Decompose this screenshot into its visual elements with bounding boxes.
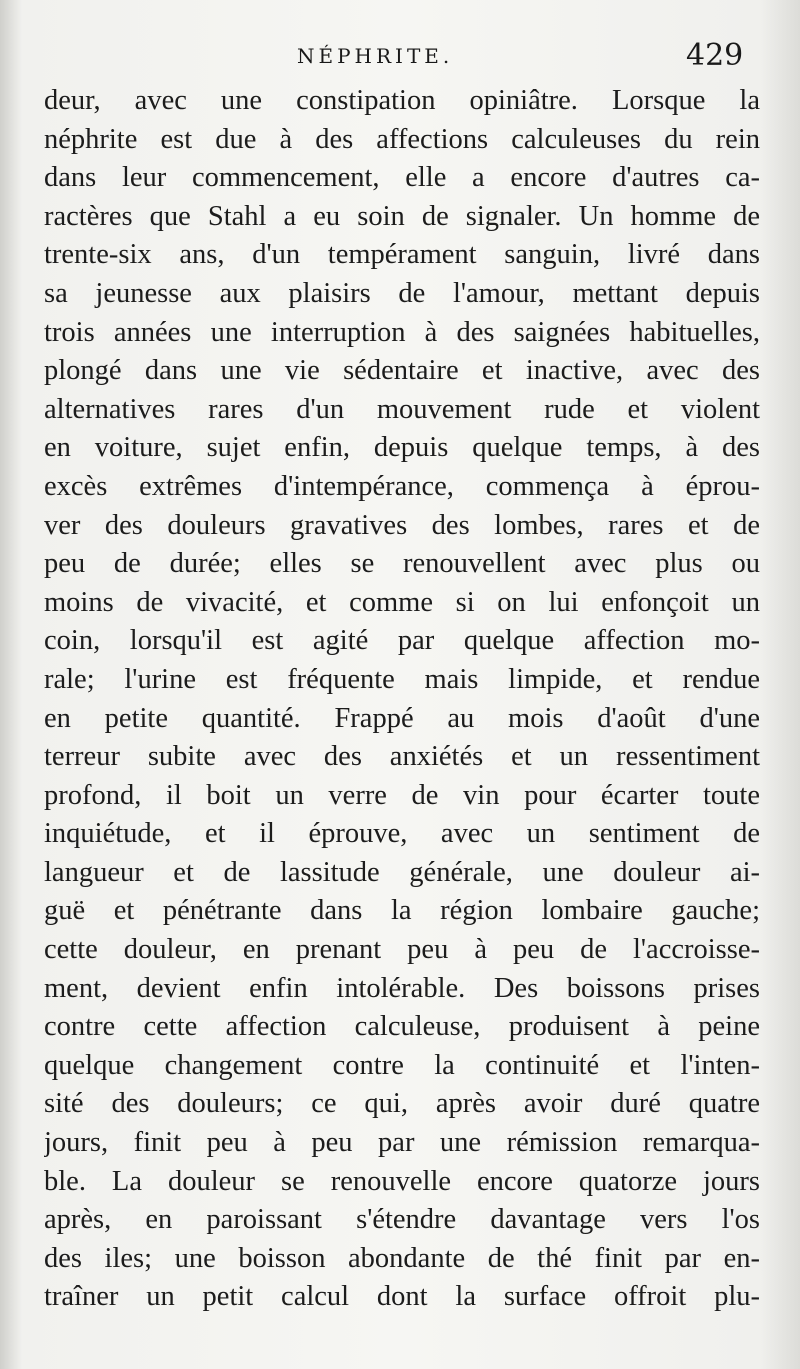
text-line: trois années une interruption à des saignées habituelles, — [44, 316, 760, 348]
page-number: 429 — [686, 38, 744, 73]
text-line: coin, lorsqu'il est agité par quelque affection mo- — [44, 625, 760, 657]
text-line: ver des douleurs gravatives des lombes, rares et de — [44, 509, 760, 541]
text-line: sa jeunesse aux plaisirs de l'amour, mettant depuis — [44, 277, 760, 309]
text-line: rale; l'urine est fréquente mais limpide, et rendue — [44, 663, 760, 695]
text-line: des iles; une boisson abondante de thé finit par en- — [44, 1242, 760, 1274]
text-line: ractères que Stahl a eu soin de signaler. Un homme de — [44, 200, 760, 232]
text-line: terreur subite avec des anxiétés et un ressentiment — [44, 741, 760, 773]
text-line: alternatives rares d'un mouvement rude et violent — [44, 393, 760, 425]
text-line: ment, devient enfin intolérable. Des boissons prises — [44, 972, 760, 1004]
text-line: profond, il boit un verre de vin pour écarter toute — [44, 779, 760, 811]
body-text — [44, 82, 760, 1317]
text-line: moins de vivacité, et comme si on lui enfonçoit un — [44, 586, 760, 618]
page-header — [0, 38, 800, 88]
text-line: après, en paroissant s'étendre davantage vers l'os — [44, 1204, 760, 1236]
text-line: inquiétude, et il éprouve, avec un sentiment de — [44, 818, 760, 850]
text-line: langueur et de lassitude générale, une douleur ai- — [44, 856, 760, 888]
text-line: jours, finit peu à peu par une rémission remarqua- — [44, 1127, 760, 1159]
text-line: ble. La douleur se renouvelle encore quatorze jours — [44, 1165, 760, 1197]
text-line: en petite quantité. Frappé au mois d'août d'une — [44, 702, 760, 734]
text-line: cette douleur, en prenant peu à peu de l'accroisse- — [44, 934, 760, 966]
text-line: peu de durée; elles se renouvellent avec plus ou — [44, 548, 760, 580]
text-line: trente-six ans, d'un tempérament sanguin, livré dans — [44, 239, 760, 271]
text-line: guë et pénétrante dans la région lombaire gauche; — [44, 895, 760, 927]
text-line: traîner un petit calcul dont la surface offroit plu- — [44, 1281, 760, 1313]
text-line: néphrite est due à des affections calculeuses du rein — [44, 123, 760, 155]
text-line: sité des douleurs; ce qui, après avoir duré quatre — [44, 1088, 760, 1120]
text-line: plongé dans une vie sédentaire et inactive, avec des — [44, 355, 760, 387]
text-line: dans leur commencement, elle a encore d'autres ca- — [44, 162, 760, 194]
running-title: NÉPHRITE. — [297, 44, 454, 68]
text-line: quelque changement contre la continuité et l'inten- — [44, 1049, 760, 1081]
text-line: excès extrêmes d'intempérance, commença à éprou- — [44, 470, 760, 502]
text-line: contre cette affection calculeuse, produisent à peine — [44, 1011, 760, 1043]
text-line: en voiture, sujet enfin, depuis quelque temps, à des — [44, 432, 760, 464]
text-line: deur, avec une constipation opiniâtre. Lorsque la — [44, 85, 760, 116]
